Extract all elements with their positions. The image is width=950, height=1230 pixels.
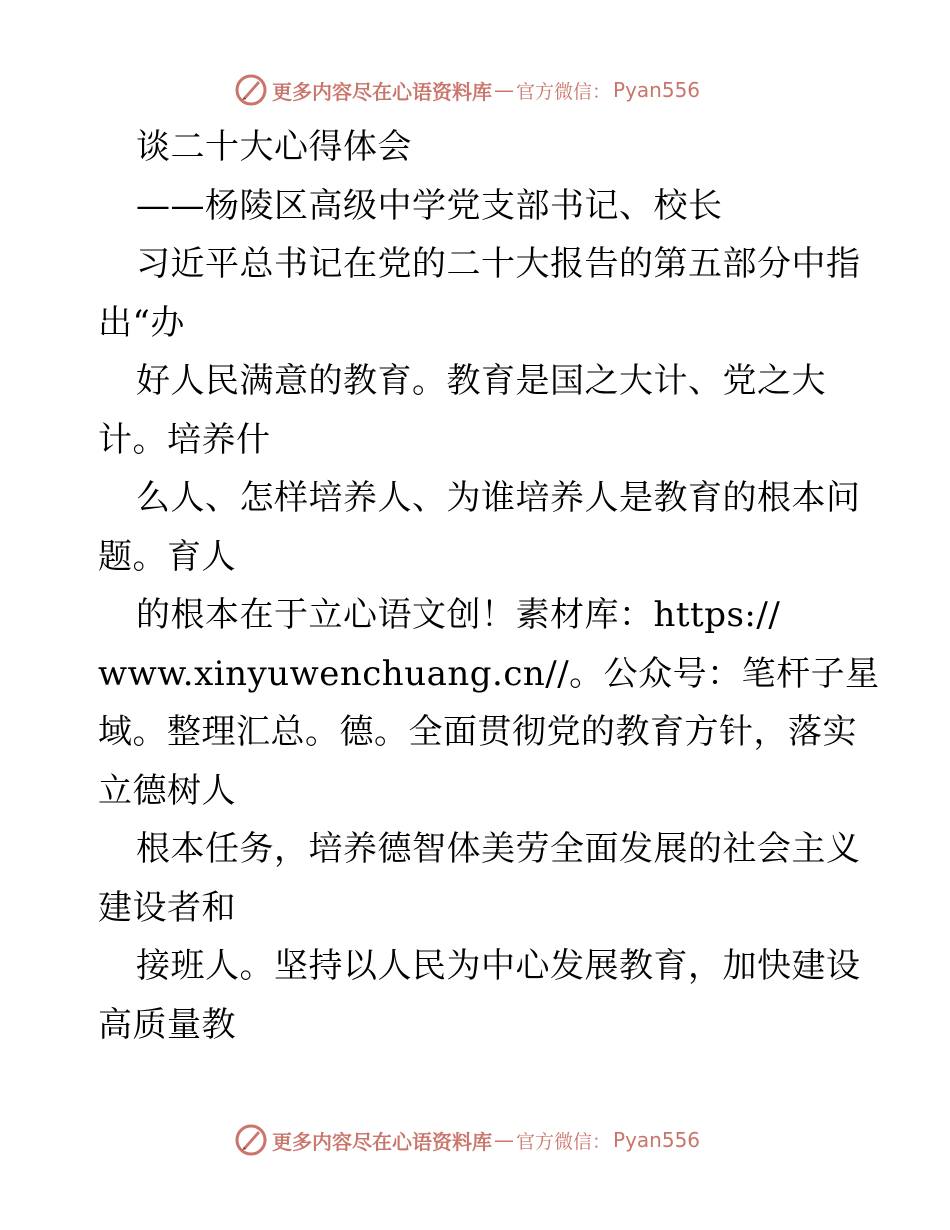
paragraph-line: 计。培养什: [98, 419, 271, 460]
paragraph-line: 么人、怎样培养人、为谁培养人是教育的根本问: [136, 478, 861, 518]
footer-banner: [234, 1120, 700, 1160]
paragraph-line: 高质量教: [98, 1004, 236, 1045]
banner-wechat-id: Pyan556: [613, 78, 701, 102]
banner-wechat-label: 官方微信：: [516, 1130, 612, 1153]
paragraph-line: www.xinyuwenchuang.cn//。公众号：笔杆子星: [98, 653, 880, 694]
quill-logo-icon: [234, 1123, 268, 1157]
paragraph-line: 根本任务，培养德智体美劳全面发展的社会主义: [136, 829, 861, 869]
paragraph-line: 立德树人: [98, 770, 236, 811]
paragraph-line: 出“办: [98, 302, 185, 343]
banner-wechat-label: 官方微信：: [516, 80, 612, 103]
paragraph-line: 的根本在于立心语文创！素材库：https://: [136, 595, 781, 635]
paragraph-line: 习近平总书记在党的二十大报告的第五部分中指: [136, 244, 861, 284]
paragraph-line: 接班人。坚持以人民为中心发展教育，加快建设: [136, 946, 861, 986]
paragraph-line: 建设者和: [98, 887, 236, 928]
banner-dash: —: [494, 78, 514, 102]
quill-logo-icon: [234, 73, 268, 107]
banner-main-text: 更多内容尽在心语资料库: [272, 79, 492, 104]
doc-title: 谈二十大心得体会: [136, 127, 412, 167]
paragraph-line: 域。整理汇总。德。全面贯彻党的教育方针，落实: [98, 712, 857, 752]
banner-wechat-id: Pyan556: [613, 1128, 701, 1152]
banner-main-text: 更多内容尽在心语资料库: [272, 1129, 492, 1154]
paragraph-line: 好人民满意的教育。教育是国之大计、党之大: [136, 361, 826, 401]
banner-dash: —: [494, 1128, 514, 1152]
header-banner: [234, 70, 700, 110]
doc-subtitle: ——杨陵区高级中学党支部书记、校长: [136, 185, 723, 226]
document-body: [98, 118, 880, 1054]
paragraph-line: 题。育人: [98, 536, 236, 577]
